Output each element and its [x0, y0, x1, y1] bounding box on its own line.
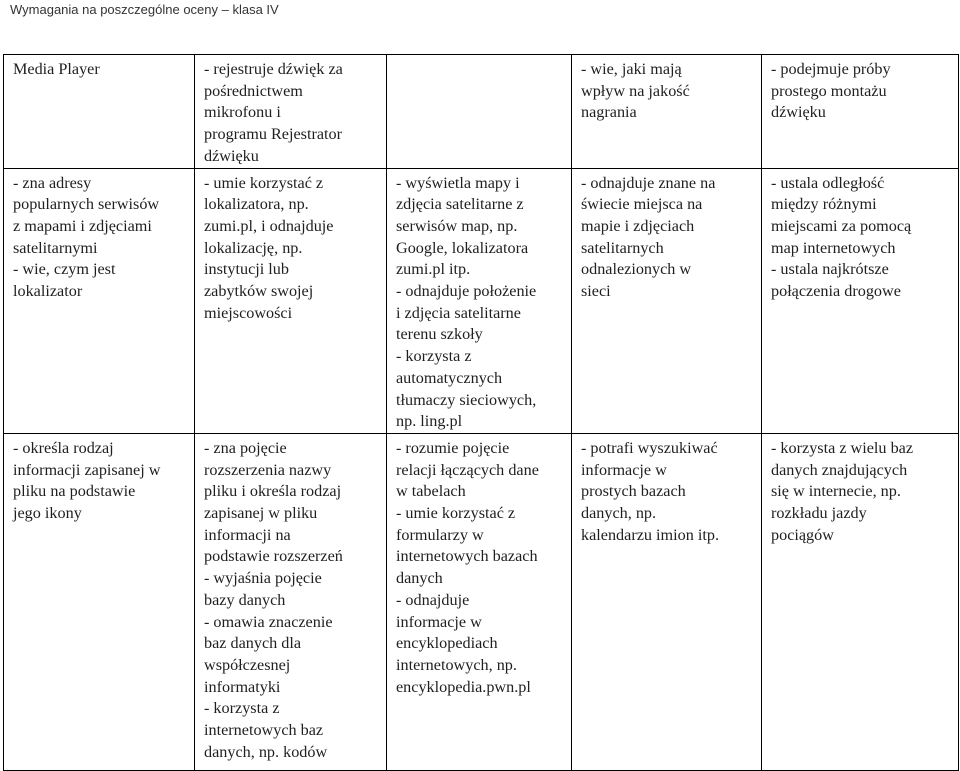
- cell-text: - zna adresy popularnych serwisów z mapami i zdjęciami satelitarnymi - wie, czym jest lokalizator: [13, 173, 160, 301]
- table-cell: [762, 433, 959, 770]
- table-cell: [387, 55, 572, 169]
- cell-text: - zna pojęcie rozszerzenia nazwy pliku i określa rodzaj zapisanej w pliku informacji na podstawie rozszerzeń - wyjaśnia pojęcie bazy danych - omawia znaczenie baz danych dla współczesnej informatyki - korzysta z internetowych baz danych, np. kodów: [204, 438, 343, 761]
- table-cell: [572, 433, 762, 770]
- table-row: [4, 168, 959, 433]
- table-cell: [195, 55, 387, 169]
- cell-text: - podejmuje próby prostego montażu dźwięku: [771, 60, 891, 122]
- table-cell: [762, 168, 959, 433]
- cell-text: - ustala odległość między różnymi miejscami za pomocą map internetowych - ustala najkrótsze połączenia drogowe: [771, 173, 912, 301]
- cell-text: Media Player: [13, 60, 100, 78]
- cell-text: - wie, jaki mają wpływ na jakość nagrania: [581, 60, 690, 122]
- table-cell: [387, 168, 572, 433]
- table-cell: [387, 433, 572, 770]
- table-cell: [195, 168, 387, 433]
- table-row: [4, 55, 959, 169]
- requirements-table: [3, 54, 959, 771]
- cell-text: - potrafi wyszukiwać informacje w prostych bazach danych, np. kalendarzu imion itp.: [581, 438, 720, 544]
- cell-text: - wyświetla mapy i zdjęcia satelitarne z serwisów map, np. Google, lokalizatora zumi.pl itp. - odnajduje położenie i zdjęcia satelitarne terenu szkoły - korzysta z automatycznych tłumaczy sieciowych, np. ling.pl: [396, 173, 537, 431]
- table-row: [4, 433, 959, 770]
- page-header: Wymagania na poszczególne oceny – klasa IV: [10, 2, 279, 17]
- table-cell: [4, 55, 195, 169]
- cell-text: - rozumie pojęcie relacji łączących dane w tabelach - umie korzystać z formularzy w internetowych bazach danych - odnajduje informacje w encyklopediach internetowych, np. encyklopedia.pwn.pl: [396, 438, 539, 696]
- table-cell: [4, 433, 195, 770]
- cell-text: - korzysta z wielu baz danych znajdujących się w internecie, np. rozkładu jazdy pociągów: [771, 438, 914, 544]
- cell-text: - umie korzystać z lokalizatora, np. zumi.pl, i odnajduje lokalizację, np. instytucji lub zabytków swojej miejscowości: [204, 173, 334, 322]
- table-cell: [195, 433, 387, 770]
- cell-text: - odnajduje znane na świecie miejsca na mapie i zdjęciach satelitarnych odnalezionych w sieci: [581, 173, 716, 301]
- table-cell: [762, 55, 959, 169]
- table-cell: [572, 168, 762, 433]
- cell-text: - rejestruje dźwięk za pośrednictwem mikrofonu i programu Rejestrator dźwięku: [204, 60, 343, 165]
- table-cell: [572, 55, 762, 169]
- cell-text: - określa rodzaj informacji zapisanej w pliku na podstawie jego ikony: [13, 438, 161, 523]
- table-cell: [4, 168, 195, 433]
